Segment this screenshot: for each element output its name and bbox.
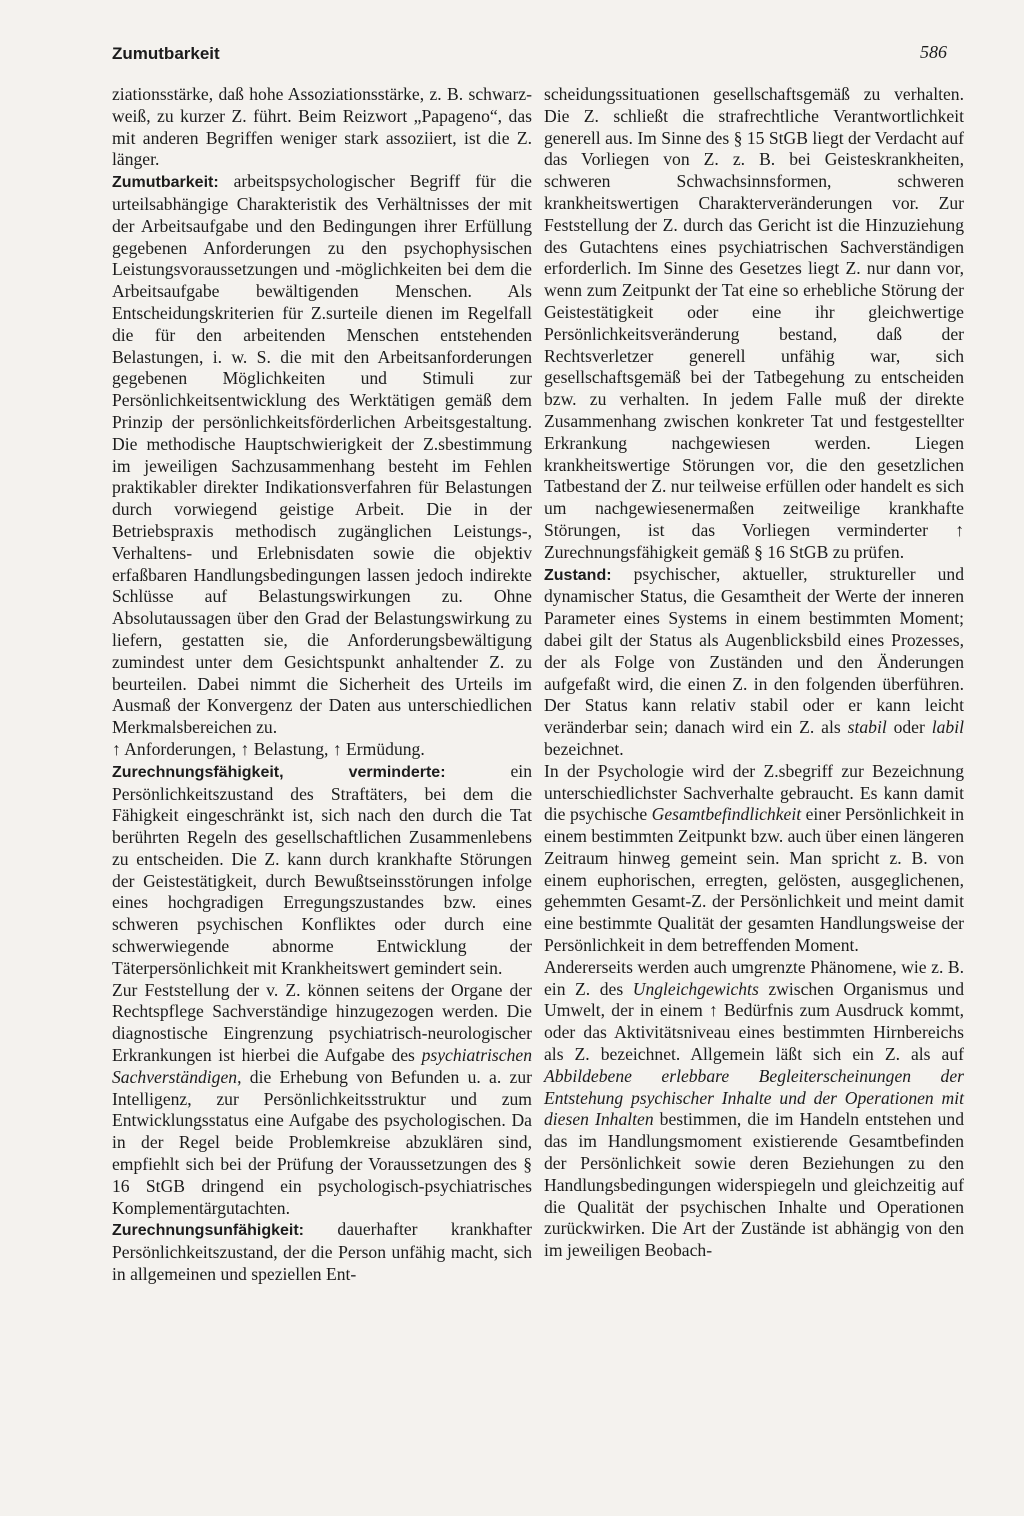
text-run: bezeichnet. xyxy=(544,738,624,759)
text-run: Andererseits werden auch umgrenzte Phänomene, wie z. B. ein Z. des xyxy=(544,956,964,999)
entry-term: Zustand: xyxy=(544,566,612,584)
entry-term: Zumutbarkeit: xyxy=(112,174,219,192)
entry-zurechnungsunfaehigkeit xyxy=(112,1219,532,1285)
continued-paragraph: scheidungssituationen gesellschaftsgemäß zu verhalten. Die Z. schließt die strafrechtliche Verantwortlichkeit generell aus. Im Sinne des § 15 StGB liegt der Verdacht auf das Vorliegen von Z. z. B. bei Geisteskrankheiten, schweren Schwachsinnsformen, schweren krankheitswertigen Charakterveränderungen vor. Zur Feststellung der Z. durch das Gericht ist die Hinzuziehung des Gutachtens eines psychiatrischen Sachverständigen erforderlich. Im Sinne des Gesetzes liegt Z. nur dann vor, wenn zum Zeitpunkt der Tat eine so erhebliche Störung der Geistestätigkeit oder eine ihr gleichwertige Persönlichkeitsveränderung bestand, daß der Rechtsverletzer generell unfähig war, sich gesellschaftsgemäß bei der Tatbegehung zu entscheiden bzw. zu verhalten. In jedem Falle muß der direkte Zusammenhang zwischen konkreter Tat und festgestellter Erkrankung nachgewiesen werden. Liegen krankheitswertige Störungen vor, die den gesetzlichen Tatbestand der Z. nur teilweise erfüllen oder handelt es sich um nachgewiesenermaßen zeitweilige krankhafte Störungen, ist das Vorliegen verminderter ↑ Zurechnungsfähigkeit gemäß § 16 StGB zu prüfen. xyxy=(544,84,964,562)
left-column xyxy=(112,84,532,1286)
text-run: , die Erhebung von Befunden u. a. zur Intelligenz, zur Persönlichkeitsstruktur und zum Entwicklungsstatus eine Aufgabe des psychologischen. Da in der Regel beide Problemkreise abzuklären sind, empfiehlt sich bei der Prüfung der Voraussetzungen des § 16 StGB dringend ein psychologisch-psychiatrisches Komplementärgutachten. xyxy=(112,1066,532,1218)
paragraph-andererseits xyxy=(544,957,964,1262)
entry-zumutbarkeit xyxy=(112,171,532,739)
entry-term: Zurechnungsfähigkeit, verminderte: xyxy=(112,763,446,781)
see-also-references: ↑ Anforderungen, ↑ Belastung, ↑ Ermüdung. xyxy=(112,738,425,759)
emphasis: Gesamtbefindlichkeit xyxy=(651,804,802,825)
emphasis: Abbildebene erlebbare Begleiterscheinungen der Entstehung psychischer Inhalte und der Operationen mit diesen Inhalten xyxy=(544,1065,964,1130)
text-run: oder xyxy=(886,717,932,738)
page-number: 586 xyxy=(920,42,947,62)
entry-text: ein Persönlichkeitszustand des Straftäters, bei dem die Fähigkeit eingeschränkt ist, sich nach den durch die Tat berührten Regeln des gesellschaftlichen Zusammenlebens zu entscheiden. Die Z. kann durch krankhafte Störungen der Geistestätigkeit, durch Bewußtseinsstörungen infolge eines hochgradigen Erregungszustandes bzw. eines schweren psychischen Konfliktes oder durch eine schwerwiegende abnorme Entwicklung der Täterpersönlichkeit mit Krankheitswert gemindert sein. xyxy=(112,760,532,978)
text-run: Zur Feststellung der v. Z. können seitens der Organe der Rechtspflege Sachverständige hinzugezogen werden. Die diagnostische Eingrenzung psychiatrisch-neurologischer Erkrankungen ist hierbei die Aufgabe des xyxy=(112,979,532,1066)
paragraph-feststellung xyxy=(112,980,532,1220)
entry-zustand xyxy=(544,564,964,761)
running-head: Zumutbarkeit xyxy=(112,44,220,63)
emphasis: Ungleichgewichts xyxy=(632,978,759,999)
entry-term: Zurechnungsunfähigkeit: xyxy=(112,1222,304,1240)
emphasis: psychiatrischen Sachverständigen xyxy=(112,1045,532,1087)
entry-text: dauerhafter krankhafter Persönlichkeitszustand, der die Person unfähig macht, sich in allgemeinen und speziellen Ent- xyxy=(112,1219,532,1285)
right-column xyxy=(544,84,964,1262)
emphasis: stabil xyxy=(847,717,887,738)
text-run: In der Psychologie wird der Z.sbegriff zur Bezeichnung unterschiedlichster Sachverhalte gebraucht. Es kann damit die psychische xyxy=(544,760,964,825)
text-run: bestimmen, die im Handeln entstehen und das im Handlungsmoment existierende Gesamtbefinden der Persönlichkeit sowie deren Beziehungen zu den Handlungsbedingungen widerspiegeln und gleichzeitig auf die Qualität der psychischen Inhalte und Operationen zurückwirken. Die Art der Zustände ist abhängig von den im jeweiligen Beobach- xyxy=(544,1109,964,1261)
emphasis: labil xyxy=(931,717,964,738)
paragraph-psychologie xyxy=(544,761,964,957)
entry-verminderte-zurechnungsfaehigkeit xyxy=(112,761,532,980)
text-run: einer Persönlichkeit in einem bestimmten Zeitpunkt bzw. auch über einen längeren Zeitraum hinweg gemeint sein. Man spricht z. B. von einem euphorischen, erregten, gelösten, ausgeglichenen, gehemmten Gesamt-Z. der Persönlichkeit und meint damit eine bestimmte Qualität der gesamten Handlungsweise der Persönlichkeit in dem betreffenden Moment. xyxy=(544,804,964,956)
continued-paragraph: ziationsstärke, daß hohe Assoziationsstärke, z. B. schwarz-weiß, zu kurzer Z. führt. Beim Reizwort „Papageno“, das mit anderen Begriffen weniger stark assoziiert, ist die Z. länger. xyxy=(112,84,532,170)
text-run: zwischen Organismus und Umwelt, der in einem ↑ Bedürfnis zum Ausdruck kommt, oder das Aktivitätsniveau eines bestimmten Hirnbereichs als Z. bezeichnet. Allgemein läßt sich ein Z. als auf xyxy=(544,978,964,1065)
entry-text: arbeitspsychologischer Begriff für die urteilsabhängige Charakteristik des Verhältnisses der mit der Arbeitsaufgabe und den Bedingungen ihrer Erfüllung gegebenen Anforderungen zu den psychophysischen Leistungsvoraussetzungen und -möglichkeiten bei dem die Arbeitsaufgabe bewältigenden Menschen. Als Entscheidungskriterien für Z.surteile dienen im Regelfall die für den arbeitenden Menschen entstehenden Belastungen, i. w. S. die mit den Arbeitsanforderungen gegebenen Möglichkeiten und Stimuli zur Persönlichkeitsentwicklung des Werktätigen gemäß dem Prinzip der persönlichkeitsförderlichen Arbeitsgestaltung. Die methodische Hauptschwierigkeit der Z.sbestimmung im jeweiligen Sachzusammenhang besteht im Fehlen praktikabler direkter Indikationsverfahren für Belastungen durch vorwiegend geistige Arbeit. Die in der Betriebspraxis methodisch zugänglichen Leistungs-, Verhaltens- und Erlebnisdaten sowie die objektiv erfaßbaren Handlungsbedingungen lassen jedoch indirekte Schlüsse auf Belastungswirkungen zu. Ohne Absolutaussagen über den Grad der Belastungswirkung zu liefern, gestatten sie, die Anforderungsbewältigung zumindest unter dem Gesichtspunkt anhaltender Z. zu beurteilen. Dabei nimmt die Sicherheit des Urteils im Ausmaß der Konvergenz der Daten aus unterschiedlichen Merkmalsbereichen zu. xyxy=(112,171,532,738)
text-run: psychischer, aktueller, struktureller und dynamischer Status, die Gesamtheit der Werte der inneren Parameter eines Systems in einem bestimmten Moment; dabei gilt der Status als Augenblicksbild eines Prozesses, der als Folge von Zuständen und den Änderungen aufgefaßt wird, die einen Z. in den folgenden überführen. Der Status kann relativ stabil oder er kann leicht veränderbar sein; danach wird ein Z. als xyxy=(544,563,964,738)
